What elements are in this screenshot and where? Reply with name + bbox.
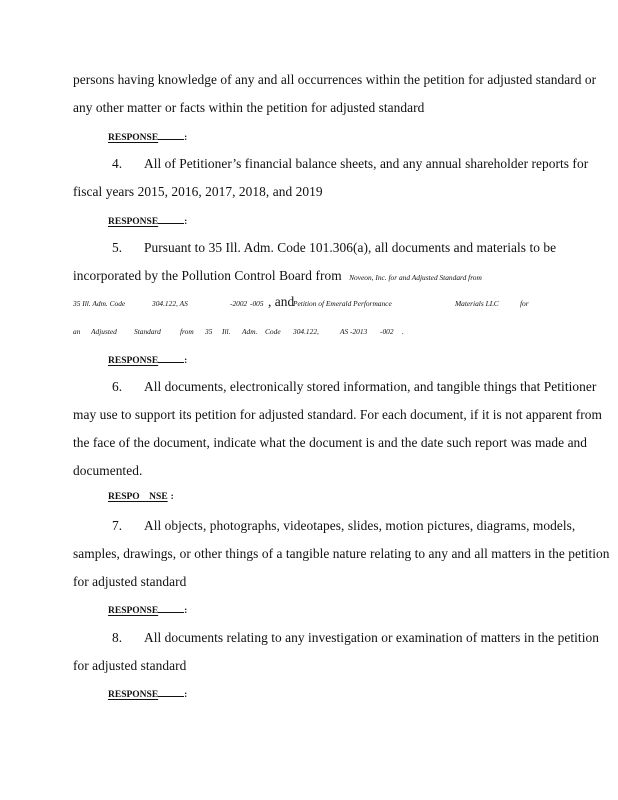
- item-5-cite-b: 304.122, AS: [152, 299, 188, 308]
- response-word: RESPO NSE: [108, 492, 168, 502]
- item-5-word: Adm.: [242, 327, 258, 336]
- item-5-word: Adjusted: [91, 327, 117, 336]
- response-word: RESPONSE: [108, 356, 159, 366]
- item-5-word: Code: [265, 327, 281, 336]
- item-4-line-2: fiscal years 2015, 2016, 2017, 2018, and 2019: [73, 184, 323, 199]
- item-5-word: .: [402, 327, 404, 336]
- response-word: RESPONSE: [108, 606, 159, 616]
- item-4-text-1: All of Petitioner’s financial balance sheets, and any annual shareholder reports for: [144, 156, 589, 171]
- item-7-line-2: samples, drawings, or other things of a tangible nature relating to any and all matters in the petition: [73, 546, 610, 561]
- item-5-cite-d: -005: [250, 299, 264, 308]
- item-5-citation-1: Noveon, Inc. for and Adjusted Standard from: [349, 273, 482, 282]
- response-blank: [158, 687, 184, 697]
- item-5-line-2: [73, 268, 482, 284]
- item-6-line-2: may use to support its petition for adjusted standard. For each document, if it is not apparent from: [73, 407, 602, 422]
- item-8-number: 8.: [112, 630, 123, 645]
- item-4-line-1: [112, 156, 588, 172]
- response-label: [108, 214, 187, 227]
- item-8-line-1: [112, 630, 599, 646]
- response-label: [108, 130, 187, 143]
- item-5-cite-c: -2002: [230, 299, 248, 308]
- item-5-cite-g: for: [520, 299, 529, 308]
- response-label: [108, 492, 174, 502]
- item-5-word: 35: [205, 327, 213, 336]
- item-6-text-1: All documents, electronically stored information, and tangible things that Petitioner: [144, 379, 597, 394]
- intro-line-2: any other matter or facts within the petition for adjusted standard: [73, 100, 425, 115]
- response-blank: [158, 603, 184, 613]
- item-5-cite-f: Materials LLC: [455, 299, 499, 308]
- item-7-line-1: [112, 518, 575, 534]
- response-colon: :: [170, 492, 174, 502]
- item-7-number: 7.: [112, 518, 123, 533]
- item-5-and: , and: [268, 294, 295, 309]
- item-5-word: -2013: [350, 327, 368, 336]
- item-5-word: AS: [340, 327, 349, 336]
- item-7-line-3: for adjusted standard: [73, 574, 187, 589]
- item-6-line-3: the face of the document, indicate what the document is and the date such report was made and: [73, 435, 588, 450]
- item-5-word: Ill.: [222, 327, 231, 336]
- item-5-word: from: [180, 327, 194, 336]
- item-6-line-1: [112, 379, 596, 395]
- response-label: [108, 353, 187, 366]
- response-colon: :: [184, 356, 188, 366]
- item-6-number: 6.: [112, 379, 123, 394]
- item-5-line-1: [112, 240, 556, 256]
- item-5-word: 304.122,: [293, 327, 319, 336]
- item-5-cite-e: Petition of Emerald Performance: [293, 299, 392, 308]
- intro-line-1: persons having knowledge of any and all occurrences within the petition for adjusted standard or: [73, 72, 597, 87]
- response-colon: :: [184, 217, 188, 227]
- response-word: RESPONSE: [108, 217, 159, 227]
- response-label: [108, 603, 187, 616]
- response-colon: :: [184, 690, 188, 700]
- item-8-line-2: for adjusted standard: [73, 658, 187, 673]
- response-blank: [158, 353, 184, 363]
- item-5-word: Standard: [134, 327, 161, 336]
- response-colon: :: [184, 606, 188, 616]
- response-word: RESPONSE: [108, 690, 159, 700]
- item-5-text-1: Pursuant to 35 Ill. Adm. Code 101.306(a), all documents and materials to be: [144, 240, 557, 255]
- response-blank: [158, 130, 184, 140]
- response-colon: :: [184, 133, 188, 143]
- item-8-text-1: All documents relating to any investigation or examination of matters in the petition: [144, 630, 599, 645]
- item-6-line-4: documented.: [73, 463, 143, 478]
- response-label: [108, 687, 187, 700]
- item-5-word: an: [73, 327, 81, 336]
- response-word: RESPONSE: [108, 133, 159, 143]
- response-blank: [158, 214, 184, 224]
- item-5-number: 5.: [112, 240, 123, 255]
- item-7-text-1: All objects, photographs, videotapes, slides, motion pictures, diagrams, models,: [144, 518, 576, 533]
- item-5-text-2: incorporated by the Pollution Control Board from: [73, 268, 342, 283]
- item-5-word: -002: [380, 327, 394, 336]
- item-4-number: 4.: [112, 156, 123, 171]
- item-5-cite-a: 35 Ill. Adm. Code: [73, 299, 126, 308]
